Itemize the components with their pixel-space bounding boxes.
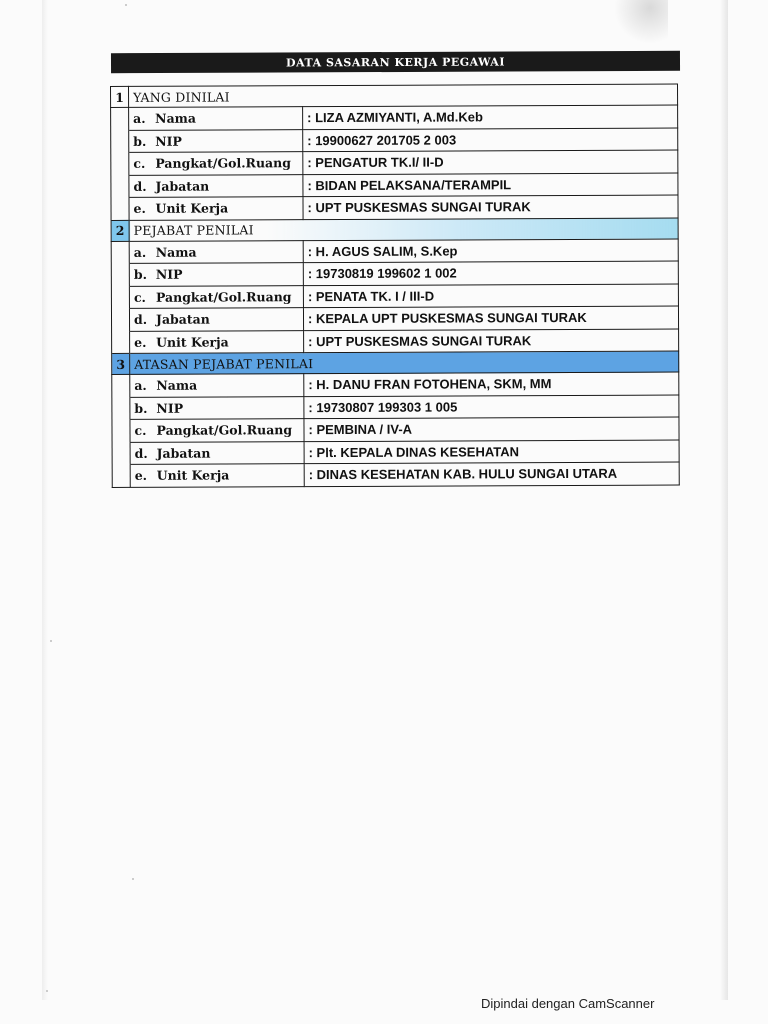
field-value: : PENGATUR TK.I/ II-D	[303, 150, 678, 174]
field-label: b. NIP	[129, 129, 303, 152]
employee-data-table	[110, 84, 680, 488]
field-value: : UPT PUSKESMAS SUNGAI TURAK	[304, 329, 679, 353]
field-value: : DINAS KESEHATAN KAB. HULU SUNGAI UTARA	[304, 462, 679, 486]
field-value: : 19900627 201705 2 003	[303, 128, 678, 152]
field-label: e. Unit Kerja	[130, 464, 304, 487]
field-value: : H. AGUS SALIM, S.Kep	[303, 239, 678, 263]
field-label: c. Pangkat/Gol.Ruang	[129, 285, 303, 308]
section-label: ATASAN PEJABAT PENILAI	[130, 351, 679, 374]
field-label: a. Nama	[129, 240, 303, 263]
field-label: a. Nama	[129, 107, 303, 130]
scan-speck	[46, 990, 48, 992]
field-value: : H. DANU FRAN FOTOHENA, SKM, MM	[304, 372, 679, 396]
field-label: c. Pangkat/Gol.Ruang	[130, 419, 304, 442]
table-row	[112, 462, 679, 487]
table-row	[111, 150, 678, 175]
scan-speck	[132, 878, 134, 880]
field-value: : Plt. KEPALA DINAS KESEHATAN	[304, 440, 679, 464]
table-row	[111, 284, 678, 309]
field-label: a. Nama	[130, 374, 304, 397]
field-value: : 19730819 199602 1 002	[303, 261, 678, 285]
section-label: PEJABAT PENILAI	[129, 218, 678, 241]
field-label: b. NIP	[129, 263, 303, 286]
table-row	[112, 440, 679, 465]
table-row	[112, 417, 679, 442]
table-row	[112, 329, 679, 354]
scan-speck	[50, 640, 52, 642]
field-label: e. Unit Kerja	[129, 197, 303, 220]
scan-speck	[125, 4, 127, 6]
document-title: DATA SASARAN KERJA PEGAWAI	[285, 55, 506, 69]
table-row	[112, 395, 679, 420]
field-label: d. Jabatan	[130, 441, 304, 464]
paper-fold-shadow	[608, 0, 668, 50]
table-row	[111, 105, 678, 130]
section-number: 2	[111, 220, 129, 241]
table-row	[111, 128, 678, 153]
field-value: : UPT PUSKESMAS SUNGAI TURAK	[303, 195, 678, 219]
section-header-row	[111, 218, 678, 241]
table-row	[111, 261, 678, 286]
paper-edge-right	[720, 0, 728, 1000]
field-value: : PENATA TK. I / III-D	[303, 284, 678, 308]
field-value: : PEMBINA / IV-A	[304, 417, 679, 441]
camscanner-watermark: Dipindai dengan CamScanner	[481, 996, 655, 1011]
section-header-row	[112, 351, 679, 374]
field-label: d. Jabatan	[129, 308, 303, 331]
section-header-row	[111, 84, 678, 107]
field-value: : 19730807 199303 1 005	[304, 395, 679, 419]
paper-edge-left	[42, 0, 48, 1000]
field-value: : KEPALA UPT PUSKESMAS SUNGAI TURAK	[303, 306, 678, 330]
field-value: : LIZA AZMIYANTI, A.Md.Keb	[303, 105, 678, 129]
field-label: d. Jabatan	[129, 174, 303, 197]
table-row	[111, 239, 678, 264]
table-row	[111, 306, 678, 331]
field-label: e. Unit Kerja	[130, 330, 304, 353]
field-label: c. Pangkat/Gol.Ruang	[129, 152, 303, 175]
table-row	[112, 372, 679, 397]
document-title-bar	[111, 51, 680, 73]
table-row	[111, 173, 678, 198]
section-number: 3	[112, 353, 130, 374]
field-value: : BIDAN PELAKSANA/TERAMPIL	[303, 173, 678, 197]
section-label: YANG DINILAI	[129, 84, 678, 107]
field-label: b. NIP	[130, 396, 304, 419]
section-number: 1	[111, 86, 129, 107]
table-row	[111, 195, 678, 220]
